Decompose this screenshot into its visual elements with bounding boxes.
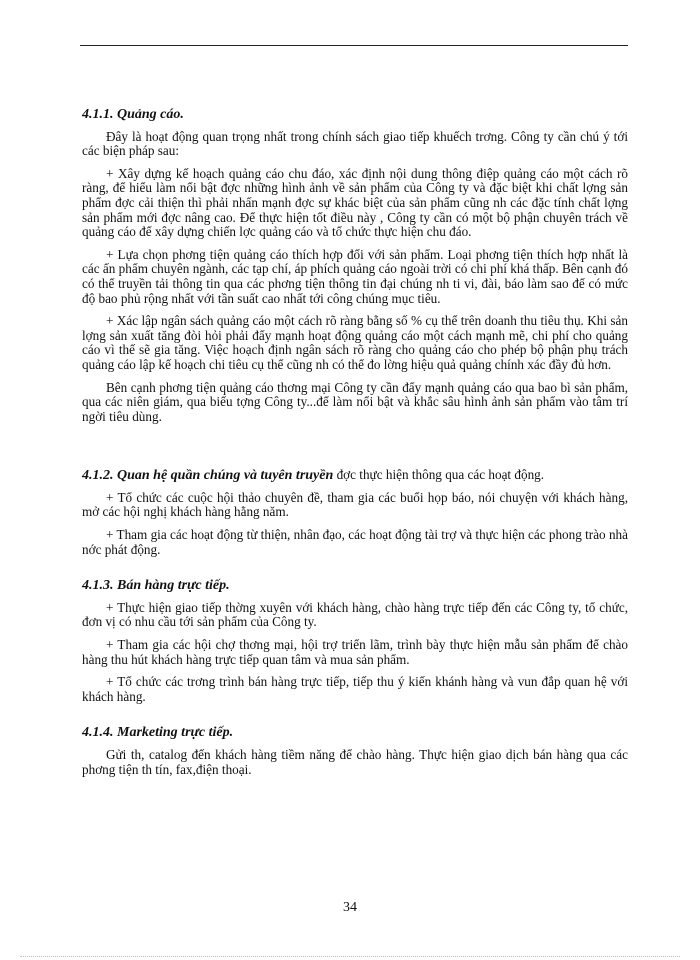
bullet-paragraph: + Thực hiện giao tiếp thờng xuyên với khách hàng, chào hàng trực tiếp đến các Công ty, tổ chức, đơn vị có nhu cầu tới sản phẩm của Công ty. [82,599,628,630]
bullet-paragraph: + Tham gia các hoạt động từ thiện, nhân đạo, các hoạt động tài trợ và thực hiện các phong trào nhà nớc phát động. [82,527,628,557]
bullet-paragraph: + Xây dựng kế hoạch quảng cáo chu đáo, xác định nội dung thông điệp quảng cáo một cách rõ ràng, để hiểu làm nổi bật đợc những hình ảnh về sản phẩm của Công ty và đặc biệt khi chất lợng sản phẩm đợc cải thiện thì phải nhấn mạnh đợc sự khác biệt của sản phẩm cũng nh các đặc tính chất lợng sản phẩm mới đợc nâng cao. Để thực hiện tốt điều này , Công ty cần có một bộ phận chuyên trách về quảng cáo để xây dựng chiến lợc quảng cáo và tổ chức thực hiện chu đáo. [82,165,628,240]
paragraph: Gửi th, catalog đến khách hàng tiềm năng để chào hàng. Thực hiện giao dịch bán hàng qua các phơng tiện th tín, fax,điện thoại. [82,747,628,777]
section-heading-advertising: 4.1.1. Quảng cáo. [82,107,184,122]
bullet-paragraph: + Lựa chọn phơng tiện quảng cáo thích hợp đối với sản phẩm. Loại phơng tiện thích hợp nhất là các ấn phẩm chuyên ngành, các tạp chí, áp phích quảng cáo ngoài trời có chi phí khá thấp. Bên cạnh đó có thể truyền tải thông tin qua các phơng tiện thông tin đại chúng nh ti vi, đài, báo làm sao để có mức độ bao phủ rộng nhất với tần suất cao nhất tới công chúng mục tiêu. [82,246,628,306]
paragraph: Bên cạnh phơng tiện quảng cáo thơng mại Công ty cần đẩy mạnh quảng cáo qua bao bì sản phẩm, qua các niên giám, qua biểu tợng Công ty...để làm nổi bật và khắc sâu hình ảnh sản phẩm vào tâm trí ngời tiêu dùng. [82,379,628,424]
document-body [82,108,628,785]
bullet-paragraph: + Tổ chức các cuộc hội thảo chuyên đề, tham gia các buổi họp báo, nói chuyện với khách hàng, mở các hội nghị khách hàng hằng năm. [82,489,628,520]
bullet-paragraph: + Tổ chức các trơng trình bán hàng trực tiếp, tiếp thu ý kiến khánh hàng và vun đắp quan hệ với khách hàng. [82,674,628,704]
section-heading-direct-sales: 4.1.3. Bán hàng trực tiếp. [82,578,230,594]
section-heading-direct-marketing: 4.1.4. Marketing trực tiếp. [82,725,234,741]
section-heading-public-relations [82,468,628,484]
paragraph: Đây là hoạt động quan trọng nhất trong chính sách giao tiếp khuếch trơng. Công ty cần chú ý tới các biện pháp sau: [82,128,628,159]
bullet-paragraph: + Tham gia các hội chợ thơng mại, hội trợ triển lãm, trình bày thực hiện mẫu sản phẩm để chào hàng thu hút khách hàng trực tiếp quan tâm và mua sản phẩm. [82,637,628,667]
page-break-rule [20,956,680,957]
bullet-paragraph: + Xác lập ngân sách quảng cáo một cách rõ ràng bằng số % cụ thể trên doanh thu tiêu thụ. Khi sản lợng sản xuất tăng đòi hỏi phải đẩy mạnh hoạt động quảng cáo một cách mạnh mẽ, chi phí cho quảng cáo vì thế sẽ gia tăng. Việc hoạch định ngân sách rõ ràng cho quảng cáo cho phép bộ phận phụ trách quảng cáo lập kế hoạch chi tiêu cụ thể cũng nh có thể đo lờng hiệu quả quảng chính xác đầy đủ hơn. [82,313,628,372]
page-number: 34 [343,900,357,915]
section-heading-label: 4.1.2. Quan hệ quần chúng và tuyên truyền [82,468,334,484]
section-heading-tail: đợc thực hiện thông qua các hoạt động. [333,467,545,483]
header-rule [80,45,628,46]
